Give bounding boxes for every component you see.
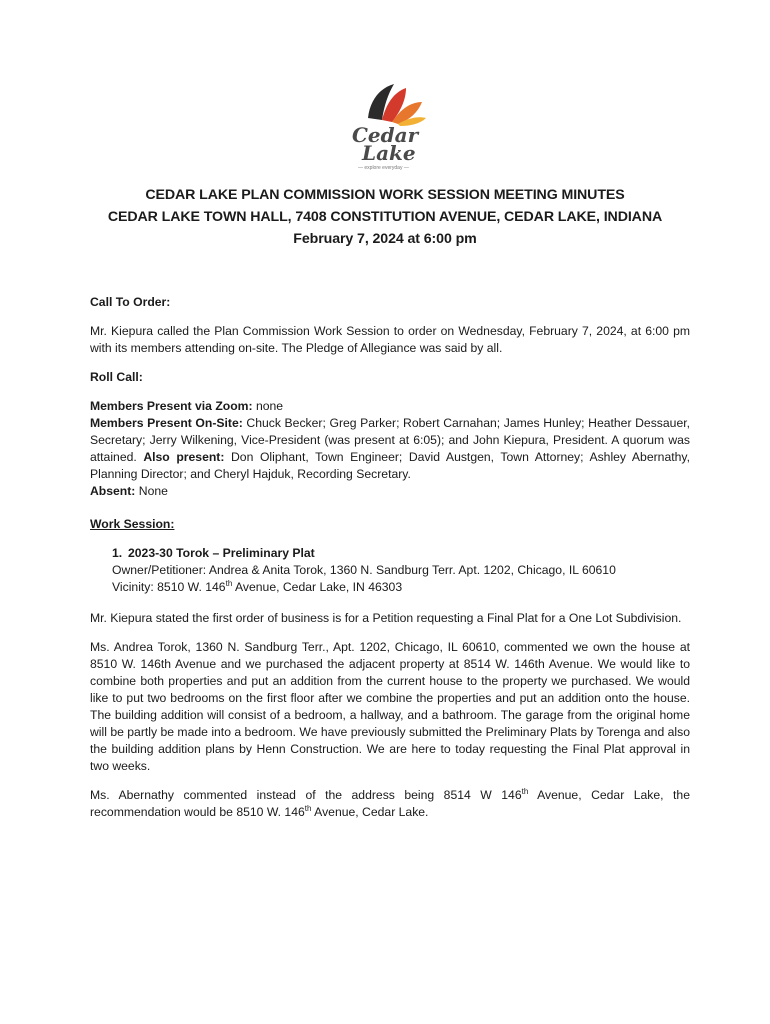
agenda-item-1-number: 1. [112,546,123,560]
logo-tagline: — explore everyday — [358,165,409,171]
call-to-order-text: Mr. Kiepura called the Plan Commission Work Session to order on Wednesday, February 7, 2024, at 6:00 pm with its members attending on-site. The Pledge of Allegiance was said by all. [90,324,690,355]
vicinity-a: Vicinity: 8510 W. 146 [112,580,226,594]
agenda-item-1-vicinity [112,579,690,596]
also-present-label: Also present: [143,450,225,464]
title-line-3: February 7, 2024 at 6:00 pm [293,231,477,247]
vicinity-b: Avenue, Cedar Lake, IN 46303 [232,580,403,594]
absent-value: None [135,484,168,498]
minutes-body [90,294,690,833]
document-title [0,184,770,250]
para-3-a: Ms. Abernathy commented instead of the address being 8514 W 146 [90,788,522,802]
onsite-value: Chuck Becker; Greg Parker; Robert Carnahan; James Hunley; Heather Dessauer, Secretary; Jerry Wilkening, Vice-President (was present at 6:05); and John Kiepura, President. A quorum was attained. [90,416,690,464]
agenda-item-1-owner: Owner/Petitioner: Andrea & Anita Torok, 1360 N. Sandburg Terr. Apt. 1202, Chicago, IL 60610 [112,563,616,577]
work-session-para-3 [90,787,690,821]
sail-icon [368,84,426,126]
para-3-sup-2: th [304,803,312,813]
absent-label: Absent: [90,484,136,498]
agenda-item-1-title-text: 2023-30 Torok – Preliminary Plat [128,546,315,560]
roll-call-text [90,398,690,500]
agenda-item-1 [112,545,690,596]
logo-word-lake: Lake [362,141,416,165]
work-session-para-2: Ms. Andrea Torok, 1360 N. Sandburg Terr., Apt. 1202, Chicago, IL 60610, commented we own the house at 8510 W. 146th Avenue and we purchased the adjacent property at 8514 W. 146th Avenue. We would like to combine both properties and put an addition from the current house to the property we purchased. We would like to put two bedrooms on the first floor after we combine the properties and put an addition onto the house. The building addition will consist of a bedroom, a hallway, and a bathroom. The garage from the original home will be partly be made into a bedroom. We have previously submitted the Preliminary Plats by Torenga and also the building addition plans by Henn Construction. We are here to today requesting the Final Plat approval in two weeks. [90,640,690,773]
vicinity-sup: th [225,578,233,588]
para-3-b: Avenue, Cedar Lake, the recommendation would be 8510 W. 146 [90,788,690,819]
agenda-item-1-title [112,545,690,562]
title-line-2: CEDAR LAKE TOWN HALL, 7408 CONSTITUTION AVENUE, CEDAR LAKE, INDIANA [107,209,663,225]
onsite-label: Members Present On-Site: [90,416,243,430]
title-line-1: CEDAR LAKE PLAN COMMISSION WORK SESSION MEETING MINUTES [145,187,625,203]
para-3-sup-1: th [521,786,529,796]
zoom-value: none [252,399,284,413]
logo-word-cedar: Cedar [352,123,419,147]
cedar-lake-logo [348,80,432,172]
roll-call-heading: Roll Call: [90,370,143,384]
zoom-label: Members Present via Zoom: [90,399,253,413]
para-3-c: Avenue, Cedar Lake. [311,805,429,819]
also-present-value: Don Oliphant, Town Engineer; David Austgen, Town Attorney; Ashley Abernathy, Planning Director; and Cheryl Hajduk, Recording Secretary. [90,450,690,481]
work-session-heading: Work Session: [90,517,175,531]
work-session-para-1: Mr. Kiepura stated the first order of business is for a Petition requesting a Final Plat for a One Lot Subdivision. [90,611,682,625]
call-to-order-heading: Call To Order: [90,295,171,309]
